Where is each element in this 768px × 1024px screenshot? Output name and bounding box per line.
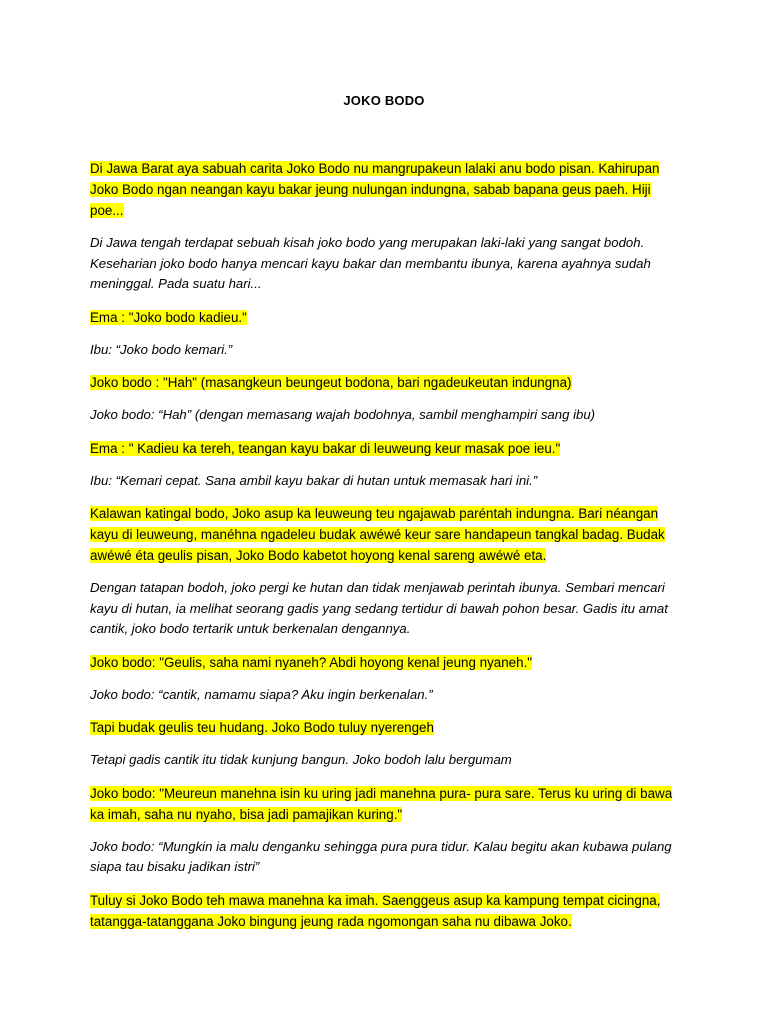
highlighted-text: Joko bodo: "Meureun manehna isin ku uring jadi manehna pura- pura sare. Terus ku uring di bawa ka imah, saha nu nyaho, bisa jadi pamajikan kuring." bbox=[90, 785, 673, 822]
paragraph-sundanese bbox=[90, 503, 684, 566]
highlighted-text: Di Jawa Barat aya sabuah carita Joko Bodo nu mangrupakeun lalaki anu bodo pisan. Kahirupan Joko Bodo ngan neangan kayu bakar jeung nulungan indungna, sabab bapana geus paeh. Hiji poe... bbox=[90, 161, 660, 218]
document-body bbox=[90, 158, 684, 944]
paragraph-indonesian: Joko bodo: “Mungkin ia malu denganku sehingga pura pura tidur. Kalau begitu akan kubawa pulang siapa tau bisaku jadikan istri” bbox=[90, 838, 672, 874]
highlighted-text: Joko bodo : "Hah" (masangkeun beungeut bodona, bari ngadeukeutan indungna) bbox=[90, 375, 572, 390]
paragraph-sundanese bbox=[90, 890, 684, 932]
paragraph-sundanese bbox=[90, 307, 684, 328]
paragraph-indonesian: Di Jawa tengah terdapat sebuah kisah joko bodo yang merupakan laki-laki yang sangat bodoh. Keseharian joko bodo hanya mencari kayu bakar dan membantu ibunya, karena ayahnya sudah meninggal. Pada suatu hari... bbox=[90, 235, 651, 291]
paragraph-indonesian: Tetapi gadis cantik itu tidak kunjung bangun. Joko bodoh lalu bergumam bbox=[90, 752, 512, 767]
highlighted-text: Ema : " Kadieu ka tereh, teangan kayu bakar di leuweung keur masak poe ieu." bbox=[90, 440, 561, 456]
paragraph-indonesian: Joko bodo: “Hah” (dengan memasang wajah bodohnya, sambil menghampiri sang ibu) bbox=[90, 407, 596, 422]
paragraph-indonesian: Ibu: “Joko bodo kemari.” bbox=[90, 341, 233, 357]
paragraph-sundanese bbox=[90, 372, 684, 393]
highlighted-text: Tuluy si Joko Bodo teh mawa manehna ka imah. Saenggeus asup ka kampung tempat cicingna, tatangga-tatanggana Joko bingung jeung rada ngomongan saha nu dibawa Joko. bbox=[90, 892, 661, 929]
paragraph-indonesian: Joko bodo: “cantik, namamu siapa? Aku ingin berkenalan.” bbox=[90, 686, 433, 702]
highlighted-text: Ema : "Joko bodo kadieu." bbox=[90, 309, 247, 325]
paragraph-sundanese bbox=[90, 438, 684, 459]
paragraph-sundanese bbox=[90, 717, 684, 738]
paragraph-sundanese bbox=[90, 158, 684, 221]
highlighted-text: Tapi budak geulis teu hudang. Joko Bodo tuluy nyerengeh bbox=[90, 720, 434, 735]
paragraph-indonesian: Dengan tatapan bodoh, joko pergi ke hutan dan tidak menjawab perintah ibunya. Sembari mencari kayu di hutan, ia melihat seorang gadis yang sedang tertidur di bawah pohon besar. Gadis itu amat cantik, joko bodo tertarik untuk berkenalan dengannya. bbox=[90, 580, 668, 636]
highlighted-text: Joko bodo: "Geulis, saha nami nyaneh? Abdi hoyong kenal jeung nyaneh." bbox=[90, 654, 533, 670]
highlighted-text: Kalawan katingal bodo, Joko asup ka leuweung teu ngajawab paréntah indungna. Bari néangan kayu di leuweung, manéhna ngadeleu budak awéwé keur sare handapeun tangkal badag. Budak awéwé éta geulis pisan, Joko Bodo kabetot hoyong kenal sareng awéwé eta. bbox=[90, 506, 665, 563]
paragraph-sundanese bbox=[90, 783, 684, 825]
document-title: JOKO BODO bbox=[343, 93, 425, 108]
paragraph-indonesian: Ibu: “Kemari cepat. Sana ambil kayu bakar di hutan untuk memasak hari ini.” bbox=[90, 472, 538, 488]
paragraph-sundanese bbox=[90, 652, 684, 673]
